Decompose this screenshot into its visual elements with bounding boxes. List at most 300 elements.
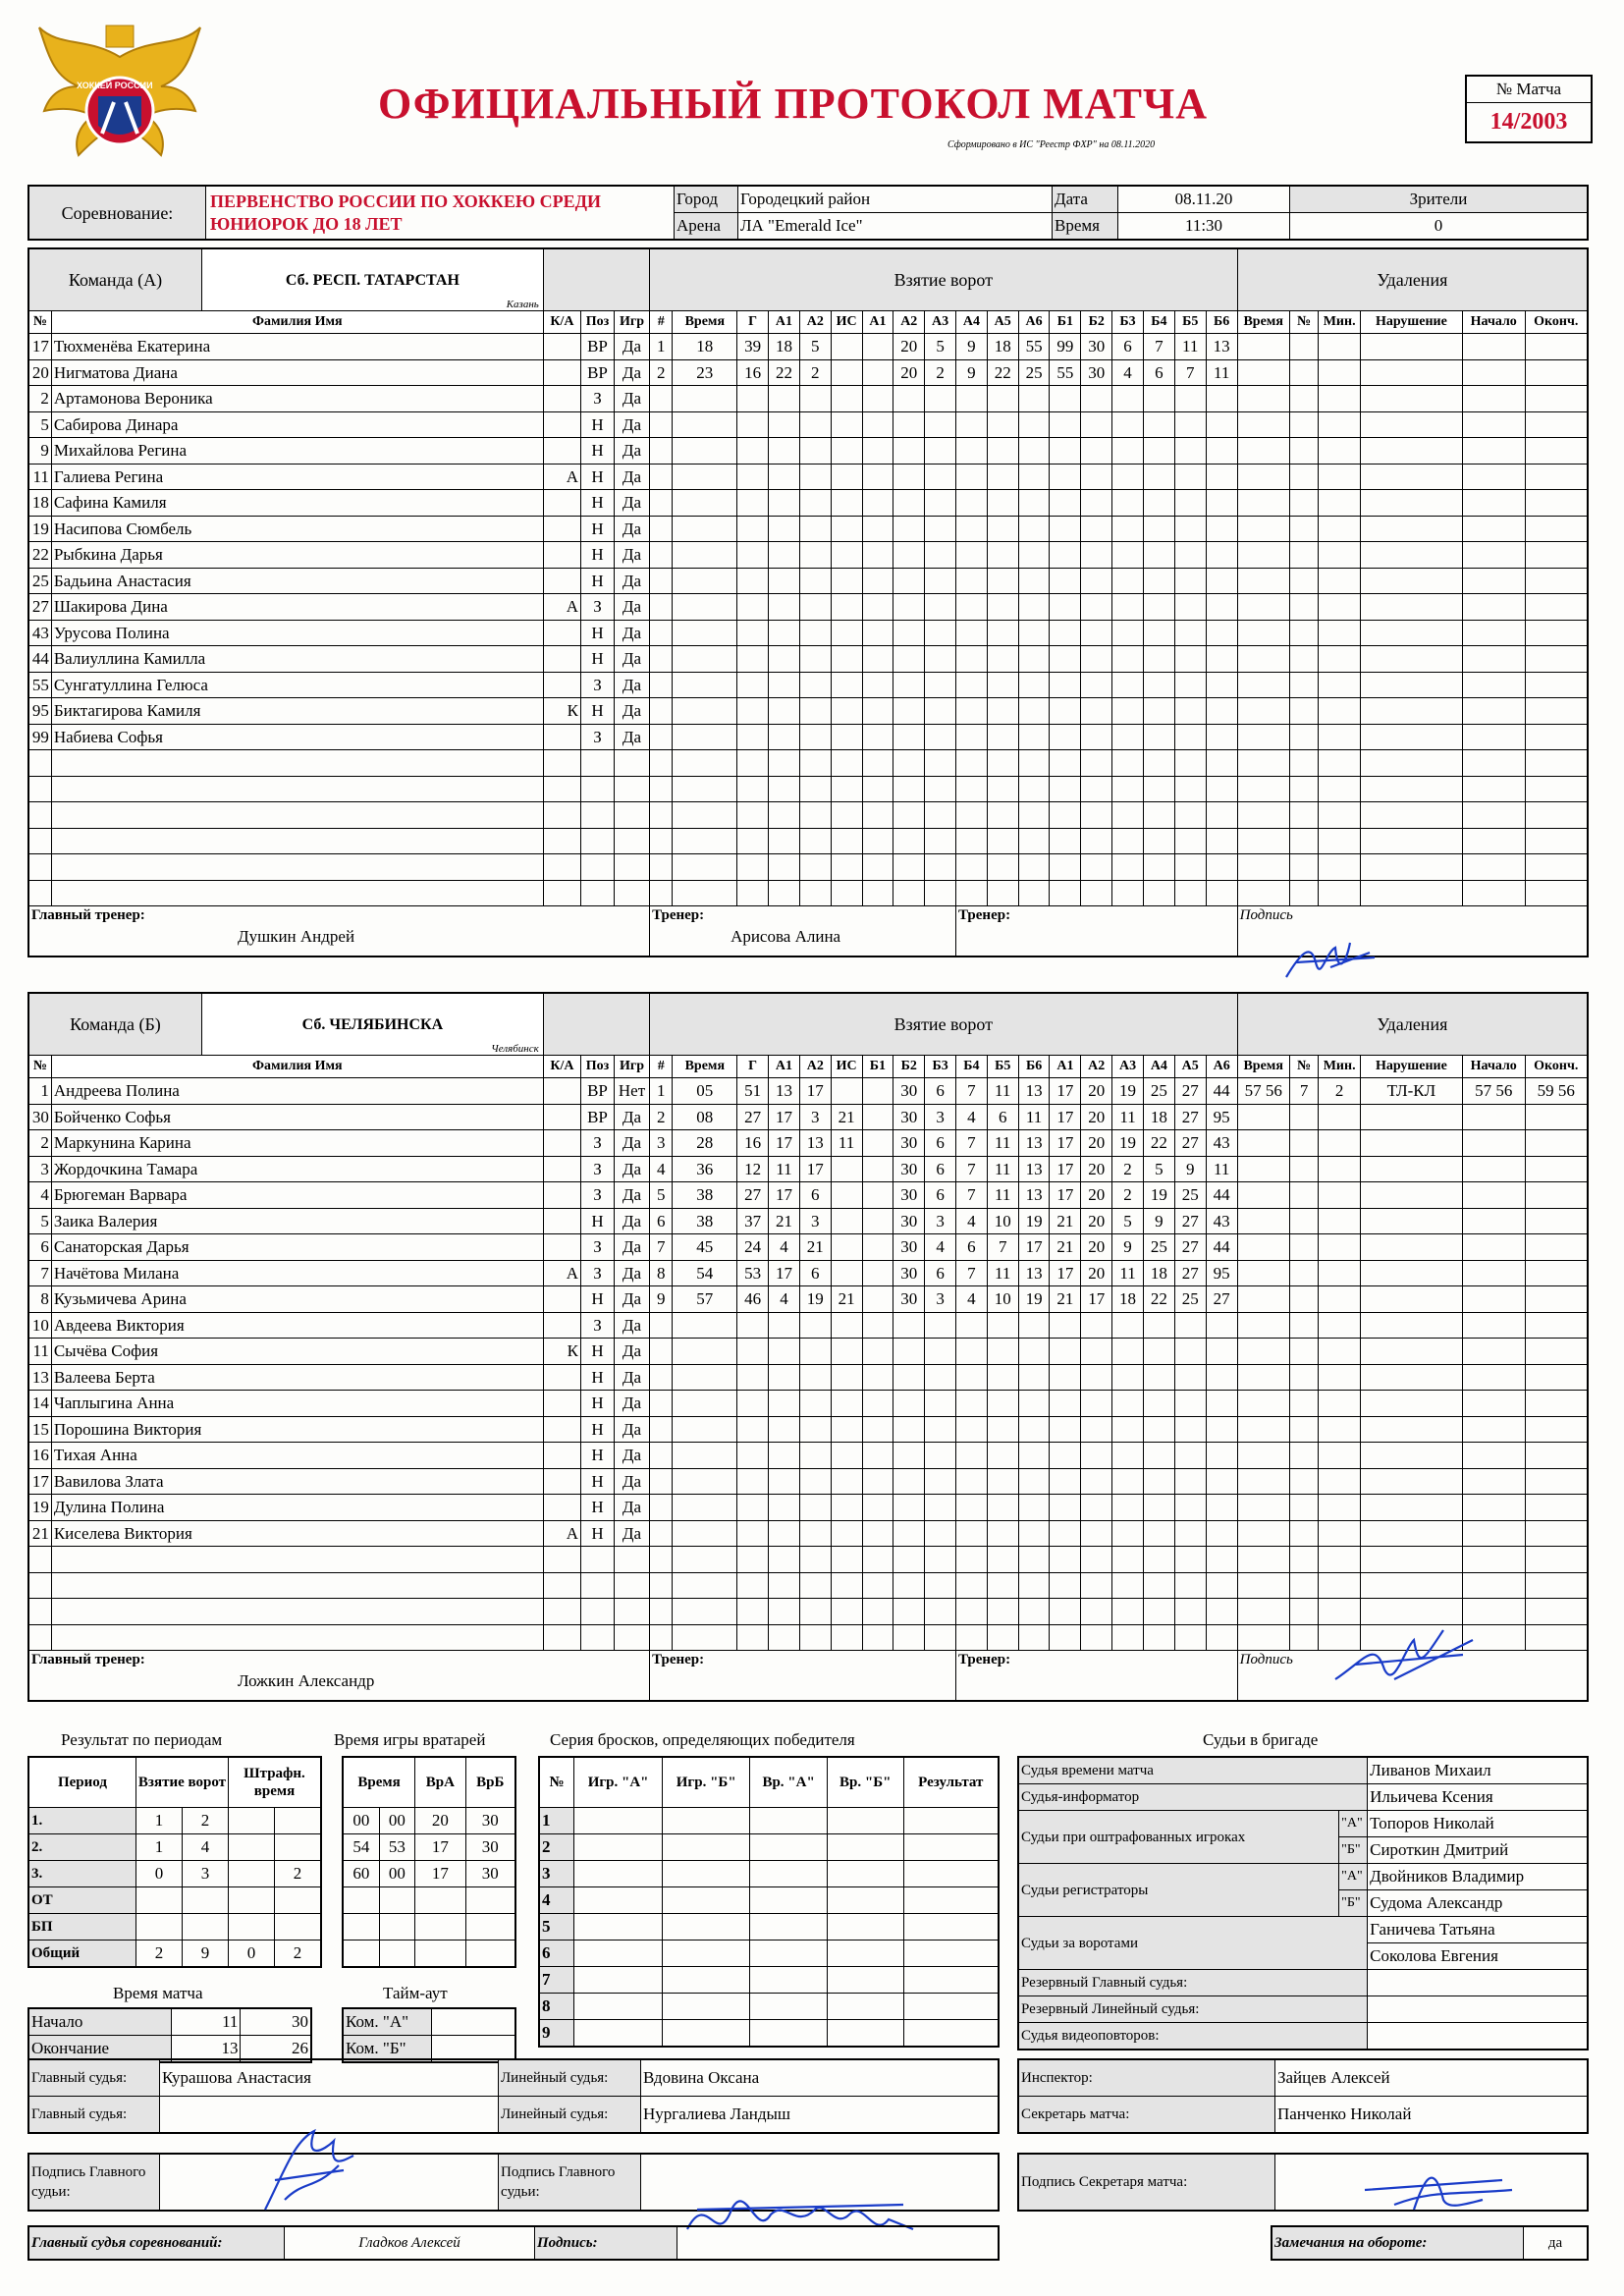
penalty-cell [1525,568,1588,594]
penalty-cell [1237,1286,1289,1313]
goal-cell [799,828,831,854]
goal-cell [1143,516,1174,542]
goal-cell [956,1364,988,1391]
penalty-cell [1462,568,1525,594]
column-header: Б3 [1112,311,1144,334]
goal-judge-1: Ганичева Татьяна [1368,1917,1588,1943]
period-value [275,1887,322,1914]
player-position: Н [581,1339,615,1365]
goal-cell: 43 [1206,1130,1237,1157]
team-city: Челябинск [491,1043,539,1055]
goal-cell [893,776,925,802]
goal-cell [1206,542,1237,569]
goal-cell [1143,464,1174,490]
goal-cell [1174,1391,1206,1417]
penalty-cell [1462,1495,1525,1521]
goal-cell: 9 [956,359,988,386]
penalty-cell [1237,802,1289,829]
table-row [539,1808,999,1834]
goal-cell: 20 [1081,1078,1112,1105]
col-period: Период [28,1757,135,1808]
goal-cell [1112,1572,1144,1599]
goal-cell [1050,698,1081,725]
line-ref-2: Нургалиева Ландыш [641,2097,1000,2134]
goal-cell: 46 [737,1286,769,1313]
player-name: Михайлова Регина [51,438,543,465]
shootout-cell [903,1834,999,1861]
goal-cell [1206,1416,1237,1443]
goal-cell: 7 [956,1260,988,1286]
penalty-cell [1319,1130,1360,1157]
player-number: 9 [28,438,51,465]
goal-cell [737,698,769,725]
goal-cell: 1 [650,334,673,360]
goal-cell: 20 [1081,1156,1112,1182]
player-name: Биктагирова Камиля [51,698,543,725]
goal-cell [862,568,893,594]
goal-cell [1143,698,1174,725]
goal-cell [769,1624,800,1651]
player-ka [543,854,580,881]
player-position [581,1572,615,1599]
goal-cell [1018,672,1050,698]
goal-cell [831,828,862,854]
table-row [28,1260,1588,1286]
info-table [27,185,1589,241]
goal-cell: 6 [925,1156,956,1182]
goal-cell: 19 [1143,1182,1174,1209]
player-played [614,828,649,854]
player-played [614,880,649,906]
penalty-cell [1237,880,1289,906]
penalty-cell [1319,1286,1360,1313]
table-row [28,386,1588,412]
player-number: 18 [28,490,51,517]
penalty-cell [1319,359,1360,386]
column-header: А4 [956,311,988,334]
goalie-time-value [465,1887,515,1914]
goal-cell [831,411,862,438]
period-value: 0 [135,1861,182,1887]
goal-cell [1050,516,1081,542]
goal-cell: 4 [769,1234,800,1261]
goal-cell [799,880,831,906]
goal-cell: 8 [650,1260,673,1286]
goal-cell [925,438,956,465]
penalty-cell [1289,1312,1319,1339]
column-header: Мин. [1319,311,1360,334]
shootout-cell [574,1887,663,1914]
penalty-cell [1360,1286,1462,1313]
table-row [28,542,1588,569]
penalty-cell [1462,334,1525,360]
timeout-a-label: Ком. "А" [343,2008,432,2036]
goal-cell [862,438,893,465]
goal-cell [737,1339,769,1365]
goal-cell [737,1547,769,1573]
penalty-cell [1289,672,1319,698]
goal-cell [831,724,862,750]
double-eagle-icon [29,18,211,185]
goal-cell [1174,1520,1206,1547]
goal-cell [1050,1547,1081,1573]
goal-cell [1050,594,1081,621]
team-a-signature [1276,933,1394,992]
goal-cell: 13 [1018,1156,1050,1182]
goal-cell [650,672,673,698]
goal-cell: 17 [1050,1182,1081,1209]
shootout-number: 7 [539,1967,574,1994]
goal-cell [1174,1572,1206,1599]
penalty-cell [1462,776,1525,802]
penalty-cell [1360,411,1462,438]
player-number: 15 [28,1416,51,1443]
competition: ПЕРВЕНСТВО РОССИИ ПО ХОККЕЮ СРЕДИ ЮНИОРОК ДО 18 ЛЕТ [206,186,675,240]
player-position: Н [581,620,615,646]
penalty-cell [1360,334,1462,360]
player-position [581,1624,615,1651]
goal-cell [1050,750,1081,777]
goal-cell [673,1468,737,1495]
player-name: Брюгеман Варвара [51,1182,543,1209]
goal-cell [673,724,737,750]
goal-cell [1050,880,1081,906]
penalty-cell [1289,386,1319,412]
player-ka: А [543,1260,580,1286]
goal-cell [673,464,737,490]
goal-cell [1206,594,1237,621]
column-header: Поз [581,1056,615,1078]
col-goalie-a: ВрА [415,1757,466,1808]
goal-cell [1018,776,1050,802]
column-header: Б6 [1018,1056,1050,1078]
coach-label: Тренер: [958,907,1011,923]
goal-cell [1112,620,1144,646]
penalty-cell [1237,594,1289,621]
goal-cell [1174,1416,1206,1443]
player-ka [543,1286,580,1313]
goal-cell [1018,594,1050,621]
player-played: Да [614,1443,649,1469]
goal-cell [956,568,988,594]
goal-cell [1174,542,1206,569]
goal-cell [1050,386,1081,412]
goal-cell [737,776,769,802]
goal-cell [673,802,737,829]
goal-cell [956,1572,988,1599]
penalty-cell [1525,672,1588,698]
goal-cell [925,386,956,412]
goal-cell [737,646,769,673]
column-header: Б4 [956,1056,988,1078]
player-name: Набиева Софья [51,724,543,750]
player-played [614,802,649,829]
goal-cell [956,646,988,673]
player-number: 19 [28,1495,51,1521]
penalty-cell [1360,1443,1462,1469]
goal-judges-label: Судьи за воротами [1018,1917,1368,1970]
goal-cell [987,1520,1018,1547]
table-row [28,1286,1588,1313]
goal-cell [1174,802,1206,829]
date-label: Дата [1053,186,1118,213]
player-played: Да [614,1364,649,1391]
goal-cell [1174,411,1206,438]
column-header: Б5 [987,1056,1018,1078]
penalty-cell [1289,1599,1319,1625]
player-position: З [581,672,615,698]
penalty-cell [1319,1520,1360,1547]
penalty-cell [1525,1391,1588,1417]
goal-cell: 20 [1081,1182,1112,1209]
penalty-cell [1237,438,1289,465]
column-header: Начало [1462,311,1525,334]
column-header: Б1 [1050,311,1081,334]
penalty-cell [1289,1416,1319,1443]
goal-cell [799,438,831,465]
penalty-cell [1525,1156,1588,1182]
player-name: Насипова Сюмбель [51,516,543,542]
goal-cell [1174,828,1206,854]
main-ref-signature [245,2111,373,2219]
goal-cell [1112,542,1144,569]
goal-cell: 21 [1050,1208,1081,1234]
goal-cell [862,359,893,386]
player-number: 11 [28,1339,51,1365]
head-coach-cell [28,1651,650,1702]
goalie-time-value [343,1914,379,1941]
player-played [614,776,649,802]
column-header: № [1289,1056,1319,1078]
player-position: ВР [581,334,615,360]
goal-cell [769,880,800,906]
goal-cell [862,1156,893,1182]
penalty-cell [1525,1443,1588,1469]
player-ka [543,1572,580,1599]
goal-cell [862,802,893,829]
shootout-cell [574,1834,663,1861]
goal-cell: 11 [987,1260,1018,1286]
goal-cell [673,1364,737,1391]
period-label: 2. [28,1834,135,1861]
goal-cell [1018,1468,1050,1495]
goal-cell: 9 [1174,1156,1206,1182]
goal-cell [1081,438,1112,465]
goal-cell [1050,776,1081,802]
penalty-cell [1525,880,1588,906]
player-ka [543,1312,580,1339]
player-ka: К [543,1339,580,1365]
shootout-header: Игр. "Б" [663,1757,750,1808]
table-row [28,1468,1588,1495]
goal-cell [799,1572,831,1599]
goal-cell [831,386,862,412]
goal-cell [769,724,800,750]
team-b-section [27,992,1589,1702]
goal-cell: 17 [1050,1104,1081,1130]
player-number: 55 [28,672,51,698]
goal-cell [1143,411,1174,438]
column-header: Игр [614,1056,649,1078]
period-label: БП [28,1914,135,1941]
coach-2-cell [956,906,1238,957]
goal-cell [1081,802,1112,829]
player-name: Галиева Регина [51,464,543,490]
penalty-cell [1237,1599,1289,1625]
player-position: Н [581,1208,615,1234]
penalty-cell [1319,334,1360,360]
goal-cell [650,1624,673,1651]
player-name: Сунгатуллина Гелюса [51,672,543,698]
penalty-cell [1237,854,1289,881]
goal-cell [769,698,800,725]
penalty-cell [1462,1443,1525,1469]
goal-cell: 21 [1050,1234,1081,1261]
player-position: Н [581,411,615,438]
goal-cell [1081,568,1112,594]
goal-cell [673,438,737,465]
goal-cell [893,1312,925,1339]
goalie-time-value: 30 [465,1861,515,1887]
goal-cell [1081,1312,1112,1339]
column-header: ИС [831,311,862,334]
goal-cell [831,1364,862,1391]
penalty-cell [1237,411,1289,438]
column-header: А2 [799,311,831,334]
player-played: Да [614,1182,649,1209]
penalty-cell [1319,490,1360,517]
goal-cell [1081,620,1112,646]
player-ka: А [543,594,580,621]
goal-cell [831,359,862,386]
goal-cell [1081,1416,1112,1443]
goal-cell [673,854,737,881]
goal-cell [956,880,988,906]
goal-cell [769,802,800,829]
goal-cell [1112,1364,1144,1391]
goal-cell [769,1547,800,1573]
goal-cell [1174,1364,1206,1391]
goal-cell: 5 [799,334,831,360]
goal-cell: 21 [799,1234,831,1261]
player-position: Н [581,438,615,465]
goalie-time-value [465,1941,515,1968]
goal-cell [831,880,862,906]
table-row [539,1834,999,1861]
penalty-cell [1525,1520,1588,1547]
goal-cell [769,620,800,646]
penalty-cell [1462,1260,1525,1286]
goal-cell [799,698,831,725]
player-ka [543,1443,580,1469]
goal-cell [862,646,893,673]
player-name [51,1572,543,1599]
penalty-cell [1237,359,1289,386]
player-name: Сафина Камиля [51,490,543,517]
goal-cell [1018,1572,1050,1599]
inspector-table [1017,2058,1589,2134]
period-value: 2 [275,1941,322,1968]
penalty-cell [1289,594,1319,621]
player-ka: А [543,464,580,490]
player-number [28,750,51,777]
column-header: А1 [769,311,800,334]
goal-cell [1206,1547,1237,1573]
goal-cell [956,776,988,802]
goal-cell [987,516,1018,542]
goalie-time-value [415,1914,466,1941]
player-played: Да [614,411,649,438]
table-row [28,359,1588,386]
shootout-number: 4 [539,1887,574,1914]
shootout-header: № [539,1757,574,1808]
goal-cell [987,542,1018,569]
player-name: Бадьина Анастасия [51,568,543,594]
goal-cell [799,464,831,490]
goal-cell [831,1260,862,1286]
penalty-cell [1289,516,1319,542]
goal-cell [987,776,1018,802]
goal-cell [1081,750,1112,777]
goalie-time-value: 60 [343,1861,379,1887]
goalie-time-value [379,1914,414,1941]
shootout-cell [828,1967,904,1994]
goal-cell [1143,1364,1174,1391]
goal-cell [1018,490,1050,517]
goal-cell [1018,1416,1050,1443]
goal-cell: 11 [1174,334,1206,360]
penalty-cell [1360,516,1462,542]
goal-cell [1112,1339,1144,1365]
goal-cell [831,1443,862,1469]
goal-cell: 21 [831,1104,862,1130]
goal-cell: 22 [987,359,1018,386]
player-played: Да [614,1130,649,1157]
goal-cell [673,516,737,542]
goal-cell [925,1443,956,1469]
penalty-cell [1289,1339,1319,1365]
goal-cell [799,620,831,646]
player-number [28,1599,51,1625]
goal-cell: 4 [650,1156,673,1182]
penalty-cell [1360,1130,1462,1157]
goal-cell [956,1468,988,1495]
penalty-cell [1462,880,1525,906]
shootout-cell [663,1967,750,1994]
goal-cell [650,542,673,569]
goal-cell: 6 [987,1104,1018,1130]
player-played: Да [614,646,649,673]
penalty-cell [1237,1443,1289,1469]
penalty-cell [1525,334,1588,360]
goal-cell: 2 [650,1104,673,1130]
goal-cell [737,828,769,854]
goal-cell [831,672,862,698]
col-time: Время [343,1757,415,1808]
goal-cell [831,334,862,360]
player-number [28,802,51,829]
goal-cell [650,1312,673,1339]
goal-cell [862,464,893,490]
player-name: Сычёва София [51,1339,543,1365]
player-played [614,1624,649,1651]
shootout-cell [903,1914,999,1941]
team-name-text: Сб. РЕСП. ТАТАРСТАН [285,271,460,289]
head-coach-cell [28,906,650,957]
goal-cell [893,1416,925,1443]
coach-1-name: Арисова Алина [731,927,841,946]
goal-cell [862,1130,893,1157]
